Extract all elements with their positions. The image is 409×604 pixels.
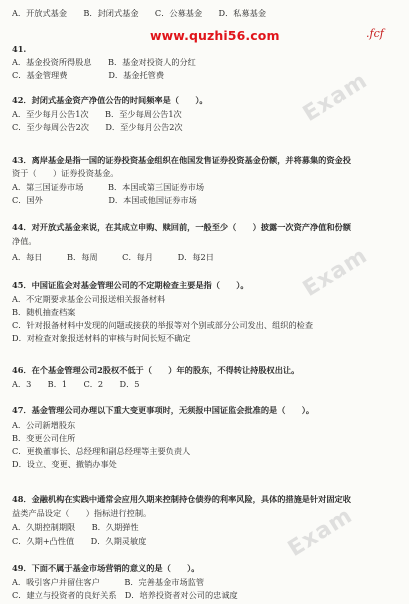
options-line: A．久期控制期限 B．久期弹性 bbox=[12, 522, 139, 532]
site-url[interactable]: www.quzhi56.com bbox=[150, 28, 280, 43]
option-b: B．随机抽查档案 bbox=[12, 307, 76, 317]
options-line: A．每日 B．每周 C．每月 D．每2日 bbox=[12, 252, 214, 262]
question-44-continued: 净值。 bbox=[12, 236, 37, 246]
options-line: A．3 B．1 C．2 D．5 bbox=[12, 379, 140, 389]
option-d: D．对检查对象报送材料的审核与时间长短不确定 bbox=[12, 333, 191, 343]
options-line: A．基金投资所得股息 B．基金对投资人的分红 bbox=[12, 57, 196, 67]
site-tag: .fcf bbox=[366, 27, 384, 40]
question-43-continued: 资于（ ）证券投资基金。 bbox=[12, 168, 119, 178]
options-line: C．至少每周公告2次 D．至少每月公告2次 bbox=[12, 122, 183, 132]
question-46: 46．在个基金管理公司2股权不低于（ ）年的股东，不得转让持股权出让。 bbox=[12, 365, 300, 375]
question-48-continued: 益类产品设定（ ）指标进行控制。 bbox=[12, 508, 152, 518]
question-44: 44．对开放式基金来说，在其成立申购、赎回前，一般至少（ ）披露一次资产净值和份额 bbox=[12, 222, 351, 232]
options-line: A．开放式基金 B．封闭式基金 C．公募基金 D．私募基金 bbox=[12, 8, 267, 18]
options-line: C．久期+凸性值 D．久期灵敏度 bbox=[12, 536, 147, 546]
options-line: A．第三国证券市场 B．本国或第三国证券市场 bbox=[12, 182, 205, 192]
option-a: A．不定期要求基金公司报送相关报备材料 bbox=[12, 294, 166, 304]
option-b: B．变更公司住所 bbox=[12, 433, 76, 443]
options-line: A．吸引客户并留住客户 B．完善基金市场监管 bbox=[12, 577, 205, 587]
option-c: C．更换董事长、总经理和副总经理等主要负责人 bbox=[12, 446, 191, 456]
options-line: A．至少每月公告1次 B．至少每周公告1次 bbox=[12, 109, 182, 119]
options-line: C．国外 D．本国或他国证券市场 bbox=[12, 195, 197, 205]
question-41-number: 41. bbox=[12, 44, 27, 54]
option-c: C．针对报备材料中发现的问题或接获的举报等对个别或部分公司发出、组织的检查 bbox=[12, 320, 314, 330]
watermark: Exam bbox=[298, 68, 373, 127]
question-42: 42．封闭式基金资产净值公告的时间频率是（ ）。 bbox=[12, 95, 208, 105]
option-d: D．设立、变更、撤销办事处 bbox=[12, 459, 117, 469]
options-line: C．建立与投资者的良好关系 D．培养投资者对公司的忠诚度 bbox=[12, 590, 238, 600]
question-47: 47．基金管理公司办理以下重大变更事项时，无须报中国证监会批准的是（ ）。 bbox=[12, 405, 315, 415]
watermark: Exam bbox=[283, 503, 358, 562]
question-45: 45．中国证监会对基金管理公司的不定期检查主要是指（ ）。 bbox=[12, 280, 249, 290]
question-48: 48．金融机构在实践中通常会应用久期来控制持仓债券的利率风险，具体的措施是针对固定收 bbox=[12, 494, 351, 504]
watermark: Exam bbox=[298, 243, 373, 302]
question-43: 43．离岸基金是指一国的证券投资基金组织在他国发售证券投资基金份额，并将募集的资金投 bbox=[12, 155, 351, 165]
option-a: A．公司新增股东 bbox=[12, 420, 76, 430]
options-line: C．基金管理费 D．基金托管费 bbox=[12, 70, 165, 80]
question-49: 49．下面不属于基金市场营销的意义的是（ ）。 bbox=[12, 563, 200, 573]
